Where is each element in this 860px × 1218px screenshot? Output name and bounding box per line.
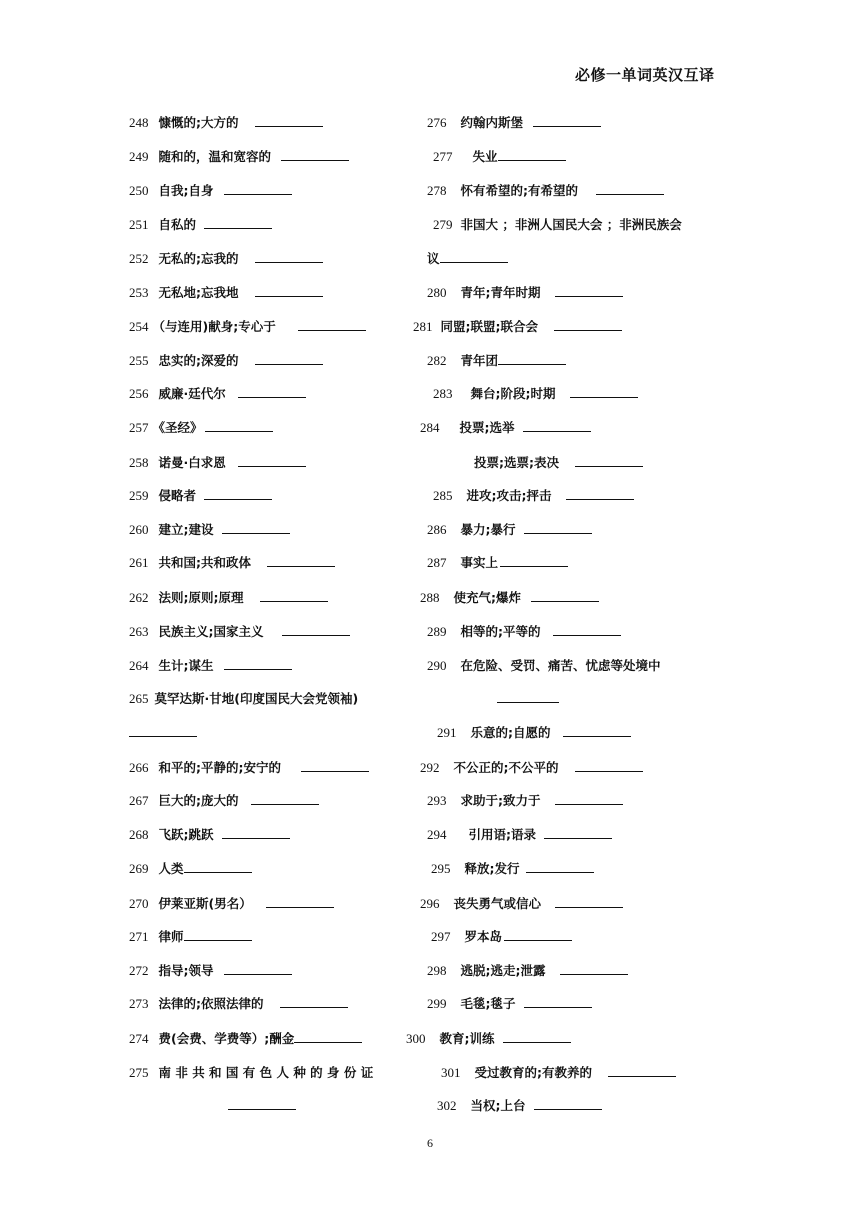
vocab-item: 256 威廉·廷代尔: [129, 386, 306, 402]
answer-blank[interactable]: [129, 735, 197, 737]
answer-blank[interactable]: [228, 1108, 296, 1110]
answer-blank[interactable]: [503, 1041, 571, 1043]
vocab-item: 277 失业: [433, 149, 566, 165]
vocab-item: 287 事实上: [427, 555, 568, 571]
vocab-item: 254 （与连用)献身;专心于: [129, 319, 366, 335]
vocab-item: 274 费(会费、学费等）;酬金: [129, 1031, 362, 1047]
vocab-item: 259 侵略者: [129, 488, 272, 504]
vocab-item: 270 伊莱亚斯(男名）: [129, 896, 334, 912]
answer-blank[interactable]: [563, 735, 631, 737]
vocab-item: 285 进攻;攻击;抨击: [433, 488, 634, 504]
answer-blank[interactable]: [255, 261, 323, 263]
vocab-item: 262 法则;原则;原理: [129, 590, 328, 606]
vocab-item: 301 受过教育的;有教养的: [441, 1065, 676, 1081]
answer-blank[interactable]: [255, 125, 323, 127]
answer-blank[interactable]: [504, 939, 572, 941]
vocab-item: 278 怀有希望的;有希望的: [427, 183, 664, 199]
vocab-item: 268 飞跃;跳跃: [129, 827, 290, 843]
vocab-item: 260 建立;建设: [129, 522, 290, 538]
vocab-item: 283 舞台;阶段;时期: [433, 386, 638, 402]
vocab-item: 271 律师: [129, 929, 252, 945]
answer-blank[interactable]: [224, 973, 292, 975]
vocab-item-continuation: [228, 1098, 296, 1114]
answer-blank[interactable]: [205, 430, 273, 432]
answer-blank[interactable]: [298, 329, 366, 331]
vocab-item: 280 青年;青年时期: [427, 285, 623, 301]
answer-blank[interactable]: [575, 770, 643, 772]
answer-blank[interactable]: [282, 634, 350, 636]
answer-blank[interactable]: [184, 939, 252, 941]
vocab-item: 250 自我;自身: [129, 183, 292, 199]
answer-blank[interactable]: [531, 600, 599, 602]
vocab-item: 288 使充气;爆炸: [420, 590, 599, 606]
vocab-item: 289 相等的;平等的: [427, 624, 621, 640]
answer-blank[interactable]: [570, 396, 638, 398]
answer-blank[interactable]: [526, 871, 594, 873]
vocab-item: 261 共和国;共和政体: [129, 555, 335, 571]
answer-blank[interactable]: [523, 430, 591, 432]
page-number: 6: [427, 1136, 433, 1150]
vocab-item: 253 无私地;忘我地: [129, 285, 323, 301]
answer-blank[interactable]: [238, 465, 306, 467]
answer-blank[interactable]: [440, 261, 508, 263]
answer-blank[interactable]: [544, 837, 612, 839]
vocab-item: 297 罗本岛: [431, 929, 572, 945]
vocab-item: 258 诺曼·白求恩: [129, 455, 306, 471]
page-title: 必修一单词英汉互译: [575, 66, 715, 84]
answer-blank[interactable]: [553, 634, 621, 636]
answer-blank[interactable]: [524, 532, 592, 534]
answer-blank[interactable]: [497, 701, 559, 703]
answer-blank[interactable]: [500, 565, 568, 567]
answer-blank[interactable]: [533, 125, 601, 127]
vocab-item: 295 释放;发行: [431, 861, 594, 877]
answer-blank[interactable]: [498, 363, 566, 365]
answer-blank[interactable]: [255, 295, 323, 297]
vocab-item: 293 求助于;致力于: [427, 793, 623, 809]
answer-blank[interactable]: [267, 565, 335, 567]
vocab-item: 300 教育;训练: [406, 1031, 571, 1047]
answer-blank[interactable]: [560, 973, 628, 975]
vocab-item: 290 在危险、受罚、痛苦、忧虑等处境中: [427, 658, 661, 673]
vocab-item: 275 南 非 共 和 国 有 色 人 种 的 身 份 证: [129, 1065, 374, 1080]
answer-blank[interactable]: [266, 906, 334, 908]
answer-blank[interactable]: [294, 1041, 362, 1043]
vocab-item-continuation: 议: [427, 251, 508, 267]
vocab-item: 266 和平的;平静的;安宁的: [129, 760, 369, 776]
vocab-item: 284 投票;选举: [420, 420, 591, 436]
answer-blank[interactable]: [251, 803, 319, 805]
answer-blank[interactable]: [204, 227, 272, 229]
answer-blank[interactable]: [596, 193, 664, 195]
vocab-item: 276 约翰内斯堡: [427, 115, 601, 131]
vocab-item: 273 法律的;依照法律的: [129, 996, 348, 1012]
vocab-item: 291 乐意的;自愿的: [437, 725, 631, 741]
vocab-item: 264 生计;谋生: [129, 658, 292, 674]
answer-blank[interactable]: [524, 1006, 592, 1008]
answer-blank[interactable]: [555, 803, 623, 805]
answer-blank[interactable]: [301, 770, 369, 772]
answer-blank[interactable]: [184, 871, 252, 873]
vocab-item: 265 莫罕达斯·甘地(印度国民大会党领袖): [129, 691, 359, 706]
vocab-item: 286 暴力;暴行: [427, 522, 592, 538]
vocab-item: 251 自私的: [129, 217, 272, 233]
vocab-item: 255 忠实的;深爱的: [129, 353, 323, 369]
answer-blank[interactable]: [260, 600, 328, 602]
vocab-item: 257 《圣经》: [129, 420, 273, 436]
vocab-item: 249 随和的，温和宽容的: [129, 149, 349, 165]
answer-blank[interactable]: [608, 1075, 676, 1077]
vocab-item: 263 民族主义;国家主义: [129, 624, 350, 640]
answer-blank[interactable]: [554, 329, 622, 331]
vocab-item: 292 不公正的;不公平的: [420, 760, 643, 776]
answer-blank[interactable]: [204, 498, 272, 500]
vocab-item: 248 慷慨的;大方的: [129, 115, 323, 131]
vocab-item: 269 人类: [129, 861, 252, 877]
vocab-item: 272 指导;领导: [129, 963, 292, 979]
answer-blank[interactable]: [224, 668, 292, 670]
vocab-item: 267 巨大的;庞大的: [129, 793, 319, 809]
answer-blank[interactable]: [555, 295, 623, 297]
answer-blank[interactable]: [566, 498, 634, 500]
vocab-item: 302 当权;上台: [437, 1098, 602, 1114]
vocab-item-continuation: [497, 691, 559, 707]
answer-blank[interactable]: [238, 396, 306, 398]
vocab-item: 294 引用语;语录: [427, 827, 612, 843]
vocab-item: 282 青年团: [427, 353, 566, 369]
answer-blank[interactable]: [255, 363, 323, 365]
vocab-item: 252 无私的;忘我的: [129, 251, 323, 267]
vocab-item: 279 非国大 ；非洲人国民大会 ；非洲民族会: [433, 217, 682, 232]
vocab-item: 299 毛毯;毯子: [427, 996, 592, 1012]
vocab-item: 281 同盟;联盟;联合会: [413, 319, 622, 335]
answer-blank[interactable]: [222, 837, 290, 839]
vocab-item: 296 丧失勇气或信心: [420, 896, 623, 912]
vocab-item-continuation: [129, 725, 197, 741]
answer-blank[interactable]: [555, 906, 623, 908]
answer-blank[interactable]: [575, 465, 643, 467]
answer-blank[interactable]: [498, 159, 566, 161]
answer-blank[interactable]: [224, 193, 292, 195]
answer-blank[interactable]: [222, 532, 290, 534]
vocab-item-continuation: 投票;选票;表决: [474, 455, 643, 471]
answer-blank[interactable]: [281, 159, 349, 161]
answer-blank[interactable]: [280, 1006, 348, 1008]
answer-blank[interactable]: [534, 1108, 602, 1110]
vocab-item: 298 逃脱;逃走;泄露: [427, 963, 628, 979]
